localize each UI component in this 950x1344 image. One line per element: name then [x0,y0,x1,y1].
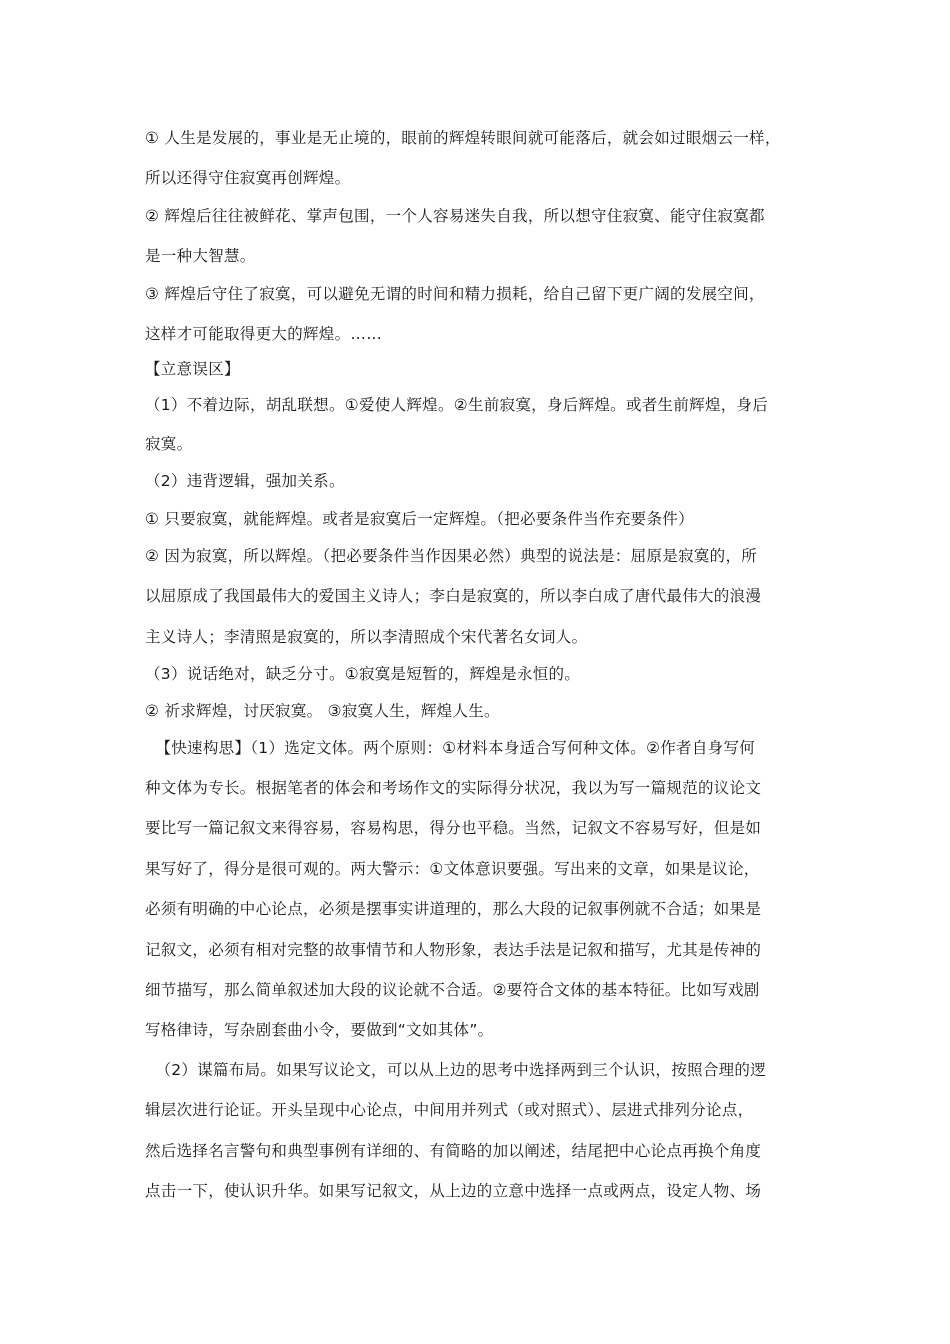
text-line: 写格律诗，写杂剧套曲小令，要做到“文如其体”。 [145,1021,494,1039]
text-line: ③ 辉煌后守住了寂寞，可以避免无谓的时间和精力损耗，给自己留下更广阔的发展空间， [145,285,765,303]
text-line: 必须有明确的中心论点，必须是摆事实讲道理的，那么大段的记叙事例就不合适；如果是 [145,900,762,918]
text-line: （1）不着边际，胡乱联想。①爱使人辉煌。②生前寂寞，身后辉煌。或者生前辉煌，身后 [145,396,769,414]
text-line: （2）谋篇布局。如果写议论文，可以从上边的思考中选择两到三个认识，按照合理的逻 [145,1061,767,1079]
text-line: 是一种大智慧。 [145,247,256,265]
text-line: ② 祈求辉煌，讨厌寂寞。 ③寂寞人生，辉煌人生。 [145,702,500,720]
text-line: 记叙文，必须有相对完整的故事情节和人物形象，表达手法是记叙和描写，尤其是传神的 [145,941,762,959]
text-line: （2）违背逻辑，强加关系。 [145,472,345,490]
text-line: 以屈原成了我国最伟大的爱国主义诗人；李白是寂寞的，所以李白成了唐代最伟大的浪漫 [145,587,762,605]
text-line: 细节描写，那么简单叙述加大段的议论就不合适。②要符合文体的基本特征。比如写戏剧 [145,981,760,999]
text-line: 要比写一篇记叙文来得容易，容易构思，得分也平稳。当然，记叙文不容易写好，但是如 [145,819,762,837]
text-line: 这样才可能取得更大的辉煌。…… [145,325,383,343]
text-line: ① 人生是发展的，事业是无止境的，眼前的辉煌转眼间就可能落后，就会如过眼烟云一样， [145,129,781,147]
text-line: 寂寞。 [145,435,193,453]
text-line: ② 辉煌后往往被鲜花、掌声包围，一个人容易迷失自我，所以想守住寂寞、能守住寂寞都 [145,207,765,225]
text-line: ① 只要寂寞，就能辉煌。或者是寂寞后一定辉煌。（把必要条件当作充要条件） [145,510,694,528]
text-line: 【快速构思】（1）选定文体。两个原则：①材料本身适合写何种文体。②作者自身写何 [145,739,756,757]
text-line: ② 因为寂寞，所以辉煌。（把必要条件当作因果必然）典型的说法是：屈原是寂寞的，所 [145,547,758,565]
text-line: 然后选择名言警句和典型事例有详细的、有简略的加以阐述，结尾把中心论点再换个角度 [145,1142,762,1160]
text-line: 辑层次进行论证。开头呈现中心论点，中间用并列式（或对照式）、层进式排列分论点， [145,1101,754,1119]
text-line: 所以还得守住寂寞再创辉煌。 [145,169,351,187]
text-line: 种文体为专长。根据笔者的体会和考场作文的实际得分状况，我以为写一篇规范的议论文 [145,779,762,797]
text-line: （3）说话绝对，缺乏分寸。①寂寞是短暂的，辉煌是永恒的。 [145,665,581,683]
section-heading: 【立意误区】 [145,360,240,378]
text-line: 点击一下，使认识升华。如果写记叙文，从上边的立意中选择一点或两点，设定人物、场 [145,1182,762,1200]
text-line: 果写好了，得分是很可观的。两大警示：①文体意识要强。写出来的文章，如果是议论， [145,860,760,878]
text-line: 主义诗人；李清照是寂寞的，所以李清照成个宋代著名女词人。 [145,628,588,646]
